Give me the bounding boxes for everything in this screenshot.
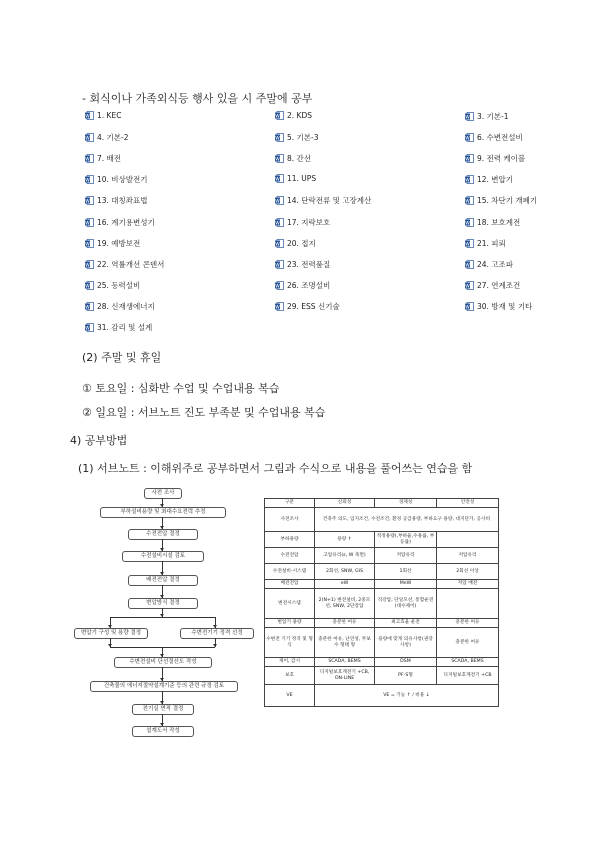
svg-text:W: W bbox=[275, 305, 280, 311]
flow-step-single-line: 수변전설비 단선결선도 작성 bbox=[114, 657, 212, 668]
word-document-icon bbox=[275, 281, 284, 290]
svg-text:W: W bbox=[85, 178, 90, 184]
subnote-line: (1) 서브노트 : 이해위주로 공부하면서 그림과 수식으로 내용을 풀어쓰는 연습을 함 bbox=[78, 462, 473, 475]
table-cell: 2회선, SNW, GIS bbox=[315, 564, 375, 580]
file-label: 1. KEC bbox=[97, 111, 122, 120]
file-label: 17. 지락보호 bbox=[287, 217, 331, 227]
svg-text:W: W bbox=[465, 305, 470, 311]
table-cell: 최고효율 운전 bbox=[375, 619, 437, 628]
svg-text:W: W bbox=[275, 157, 280, 163]
svg-text:W: W bbox=[465, 284, 470, 290]
arrowhead bbox=[160, 614, 164, 617]
table-cell: 저압유리 bbox=[375, 548, 437, 564]
arrowhead bbox=[160, 701, 164, 704]
file-item[interactable] bbox=[275, 111, 312, 120]
svg-text:W: W bbox=[85, 199, 90, 205]
word-document-icon bbox=[85, 281, 94, 290]
file-item[interactable] bbox=[275, 280, 330, 291]
word-document-icon bbox=[275, 196, 284, 205]
file-label: 2. KDS bbox=[287, 111, 312, 120]
svg-text:W: W bbox=[85, 326, 90, 332]
file-label: 8. 간선 bbox=[287, 154, 312, 164]
file-item[interactable] bbox=[275, 132, 319, 143]
word-document-icon bbox=[85, 133, 94, 142]
word-document-icon bbox=[465, 133, 474, 142]
table-cell: 충분한 여유 bbox=[437, 628, 499, 658]
table-cell: 1회선 bbox=[375, 564, 437, 580]
flow-step-energy-code: 건축물의 에너지절약설계기준 등의 관련 규정 검토 bbox=[90, 681, 238, 692]
intro-line: - 회식이나 가족외식등 행사 있을 시 주말에 공부 bbox=[82, 92, 313, 105]
svg-text:W: W bbox=[275, 262, 280, 268]
svg-text:W: W bbox=[275, 136, 280, 142]
table-cell: 사전조사 bbox=[265, 508, 315, 532]
word-document-icon bbox=[275, 133, 284, 142]
file-item[interactable] bbox=[465, 132, 523, 143]
file-item[interactable] bbox=[465, 195, 537, 206]
file-label: 12. 변압기 bbox=[477, 175, 514, 185]
file-label: 23. 전력품질 bbox=[287, 259, 331, 269]
flow-step-transformer: 변압기 구성 및 용량 결정 bbox=[74, 628, 148, 639]
file-label: 20. 접지 bbox=[287, 238, 316, 248]
flow-step-documents: 설계도서 작성 bbox=[132, 726, 194, 737]
arrowhead bbox=[160, 723, 164, 726]
table-cell: SCADA, BEMS bbox=[437, 658, 499, 667]
table-cell: VE bbox=[265, 685, 315, 707]
arrowhead bbox=[160, 548, 164, 551]
flow-step-transform: 변압방식 결정 bbox=[128, 598, 198, 609]
table-cell: SCADA, BEMS bbox=[315, 658, 375, 667]
table-cell: 용량에 맞게 의유사항(권장사항) bbox=[375, 628, 437, 658]
svg-text:W: W bbox=[85, 305, 90, 311]
file-item[interactable] bbox=[275, 195, 371, 206]
word-document-icon bbox=[85, 323, 94, 332]
file-item[interactable] bbox=[85, 217, 155, 228]
file-item[interactable] bbox=[85, 132, 129, 143]
file-item[interactable] bbox=[275, 217, 330, 228]
file-item[interactable] bbox=[85, 111, 121, 120]
arrowhead bbox=[213, 625, 217, 628]
file-item[interactable] bbox=[275, 301, 340, 312]
arrowhead bbox=[108, 644, 112, 647]
flow-step-rating: 수변전기기 정격 선정 bbox=[180, 628, 254, 639]
word-document-icon bbox=[85, 196, 94, 205]
table-cell: 2(N+1) 변전설비, 2중모선, SNW, 2단강압 bbox=[315, 589, 375, 619]
word-document-icon bbox=[465, 218, 474, 227]
file-item[interactable] bbox=[85, 301, 155, 312]
svg-text:W: W bbox=[465, 157, 470, 163]
table-header-cell: 안전성 bbox=[437, 499, 499, 508]
saturday-line: ① 토요일 : 심화반 수업 및 수업내용 복습 bbox=[82, 382, 280, 395]
file-label: 3. 기본-1 bbox=[477, 112, 509, 121]
table-cell: PF-S형 bbox=[375, 667, 437, 685]
word-document-icon bbox=[85, 111, 94, 120]
file-label: 26. 조명설비 bbox=[287, 280, 331, 290]
svg-text:W: W bbox=[85, 157, 90, 163]
word-document-icon bbox=[465, 112, 474, 121]
word-document-icon bbox=[275, 174, 284, 183]
word-document-icon bbox=[465, 196, 474, 205]
arrowhead bbox=[160, 572, 164, 575]
table-cell: 충분한 여유, 난연성, 무보수 형태 형 bbox=[315, 628, 375, 658]
table-cell: 적정용량(,부하율,수용률, 부등률) bbox=[375, 532, 437, 548]
word-document-icon bbox=[465, 175, 474, 184]
file-label: 14. 단락전류 및 고장계산 bbox=[287, 196, 372, 206]
table-cell: DSM bbox=[375, 658, 437, 667]
table-cell: 변전시스템 bbox=[265, 589, 315, 619]
word-document-icon bbox=[85, 154, 94, 163]
word-document-icon bbox=[465, 281, 474, 290]
sunday-line: ② 일요일 : 서브노트 진도 부족분 및 수업내용 복습 bbox=[82, 406, 326, 419]
svg-text:W: W bbox=[275, 220, 280, 226]
file-label: 31. 감리 및 설계 bbox=[97, 323, 153, 332]
file-item[interactable] bbox=[465, 301, 532, 312]
table-cell: 건축주 의도, 입지조건, 수전조건, 환경 공급용량, 부하요구 용량, 대지단가, 공사비 bbox=[315, 508, 499, 532]
section-weekend-title: (2) 주말 및 휴일 bbox=[82, 351, 162, 364]
comparison-table bbox=[264, 498, 499, 707]
file-item[interactable] bbox=[85, 259, 164, 270]
word-document-icon bbox=[275, 218, 284, 227]
file-item[interactable] bbox=[85, 174, 148, 185]
file-label: 11. UPS bbox=[287, 174, 317, 184]
table-cell: eW bbox=[315, 580, 375, 589]
file-item[interactable] bbox=[85, 195, 148, 206]
file-label: 9. 전력 케이블 bbox=[477, 154, 526, 164]
flow-step-room-area: 전기실 면적 결정 bbox=[132, 704, 194, 715]
table-cell: 직강압, 단일모선, 통합운전(대수제어) bbox=[375, 589, 437, 619]
file-item[interactable] bbox=[465, 280, 520, 291]
file-label: 4. 기본-2 bbox=[97, 133, 129, 143]
file-label: 30. 방재 및 기타 bbox=[477, 301, 533, 311]
section-study-method: 4) 공부방법 bbox=[70, 434, 128, 447]
table-cell: 디지털보호계전기 +CB bbox=[437, 667, 499, 685]
arrowhead bbox=[160, 526, 164, 529]
table-cell: 충분한 여유 bbox=[315, 619, 375, 628]
table-cell: 저압 배전 bbox=[437, 580, 499, 589]
word-document-icon bbox=[275, 111, 284, 120]
table-cell: 수전전압 bbox=[265, 548, 315, 564]
table-cell bbox=[437, 589, 499, 619]
word-document-icon bbox=[275, 239, 284, 248]
table-cell: 충분한 여유 bbox=[437, 619, 499, 628]
svg-text:W: W bbox=[275, 177, 280, 183]
file-label: 15. 차단기 개폐기 bbox=[477, 196, 538, 206]
word-document-icon bbox=[85, 302, 94, 311]
svg-text:W: W bbox=[275, 199, 280, 205]
file-label: 10. 비상발전기 bbox=[97, 175, 148, 185]
arrowhead bbox=[160, 654, 164, 657]
table-cell bbox=[437, 532, 499, 548]
table-cell: 2회선 이상 bbox=[437, 564, 499, 580]
file-item[interactable] bbox=[85, 238, 140, 249]
file-item[interactable] bbox=[465, 217, 520, 228]
svg-text:W: W bbox=[85, 136, 90, 142]
svg-text:W: W bbox=[275, 114, 280, 120]
flow-step-load: 부하설비용량 및 최대수요전력 추정 bbox=[100, 507, 226, 518]
svg-text:W: W bbox=[275, 284, 280, 290]
table-cell: MeW bbox=[375, 580, 437, 589]
arrowhead bbox=[160, 595, 164, 598]
file-label: 24. 고조파 bbox=[477, 259, 514, 269]
file-item[interactable] bbox=[275, 259, 330, 270]
file-item[interactable] bbox=[465, 153, 525, 164]
word-document-icon bbox=[465, 302, 474, 311]
design-flowchart bbox=[70, 480, 250, 740]
word-document-icon bbox=[85, 239, 94, 248]
svg-text:W: W bbox=[85, 262, 90, 268]
table-header-cell: 경제성 bbox=[375, 499, 437, 508]
arrowhead bbox=[213, 644, 217, 647]
file-label: 25. 동력설비 bbox=[97, 280, 141, 290]
table-cell: 보호 bbox=[265, 667, 315, 685]
flow-split bbox=[110, 617, 215, 618]
file-label: 16. 계기용변성기 bbox=[97, 217, 155, 227]
flow-step-survey: 사전 조사 bbox=[144, 488, 182, 499]
file-item[interactable] bbox=[85, 280, 140, 291]
svg-text:W: W bbox=[465, 241, 470, 247]
svg-text:W: W bbox=[465, 262, 470, 268]
file-item[interactable] bbox=[465, 174, 513, 185]
svg-text:W: W bbox=[465, 199, 470, 205]
word-document-icon bbox=[465, 260, 474, 269]
table-cell: VE = 기능 ↑ / 비용 ↓ bbox=[315, 685, 499, 707]
table-header-cell: 구분 bbox=[265, 499, 315, 508]
svg-text:W: W bbox=[275, 241, 280, 247]
svg-text:W: W bbox=[85, 220, 90, 226]
table-header-cell: 신뢰성 bbox=[315, 499, 375, 508]
word-document-icon bbox=[465, 154, 474, 163]
file-item[interactable] bbox=[85, 153, 121, 164]
flow-step-facility: 수전설비시설 검토 bbox=[122, 551, 204, 562]
file-label: 18. 보호계전 bbox=[477, 217, 521, 227]
table-cell: 용량 ↑ bbox=[315, 532, 375, 548]
file-label: 28. 신재생에너지 bbox=[97, 301, 155, 311]
file-item[interactable] bbox=[465, 111, 509, 122]
file-item[interactable] bbox=[275, 238, 316, 249]
file-item[interactable] bbox=[465, 259, 513, 270]
svg-text:W: W bbox=[465, 178, 470, 184]
table-cell: 디지털보호계전기 +CB, ON-LINE bbox=[315, 667, 375, 685]
arrowhead bbox=[160, 504, 164, 507]
word-document-icon bbox=[85, 260, 94, 269]
file-item[interactable] bbox=[85, 322, 152, 333]
flow-step-voltage: 수전전압 결정 bbox=[128, 529, 198, 540]
file-label: 13. 대칭좌표법 bbox=[97, 196, 148, 206]
file-item[interactable] bbox=[275, 153, 311, 164]
svg-text:W: W bbox=[465, 220, 470, 226]
flow-step-distribution: 배전전압 결정 bbox=[128, 575, 198, 586]
svg-text:W: W bbox=[85, 241, 90, 247]
table-cell: 수변전 기기 정격 및 형식 bbox=[265, 628, 315, 658]
file-label: 22. 역률개선 콘덴서 bbox=[97, 259, 165, 269]
file-item[interactable] bbox=[275, 174, 316, 183]
svg-text:W: W bbox=[465, 136, 470, 142]
file-label: 6. 수변전설비 bbox=[477, 133, 523, 143]
file-label: 5. 기본-3 bbox=[287, 133, 319, 143]
file-label: 7. 배전 bbox=[97, 154, 122, 164]
word-document-icon bbox=[85, 175, 94, 184]
file-label: 29. ESS 신기술 bbox=[287, 301, 340, 311]
file-label: 19. 예방보전 bbox=[97, 238, 141, 248]
table-cell: 변압기 용량 bbox=[265, 619, 315, 628]
table-cell: 부하용량 bbox=[265, 532, 315, 548]
file-item[interactable] bbox=[465, 238, 506, 249]
table-cell: 배전전압 bbox=[265, 580, 315, 589]
arrowhead bbox=[108, 625, 112, 628]
svg-text:W: W bbox=[465, 115, 470, 121]
word-document-icon bbox=[275, 154, 284, 163]
svg-text:W: W bbox=[85, 284, 90, 290]
table-cell: 저압유리 bbox=[437, 548, 499, 564]
file-label: 21. 피뢰 bbox=[477, 238, 506, 248]
arrowhead bbox=[160, 678, 164, 681]
table-cell: 제어, 감시 bbox=[265, 658, 315, 667]
word-document-icon bbox=[465, 239, 474, 248]
word-document-icon bbox=[275, 260, 284, 269]
file-label: 27. 연계조건 bbox=[477, 280, 521, 290]
table-cell: 수전설비-시스템 bbox=[265, 564, 315, 580]
word-document-icon bbox=[275, 302, 284, 311]
table-cell: 고압유리(ε, W 축면) bbox=[315, 548, 375, 564]
svg-text:W: W bbox=[85, 114, 90, 120]
word-document-icon bbox=[85, 218, 94, 227]
